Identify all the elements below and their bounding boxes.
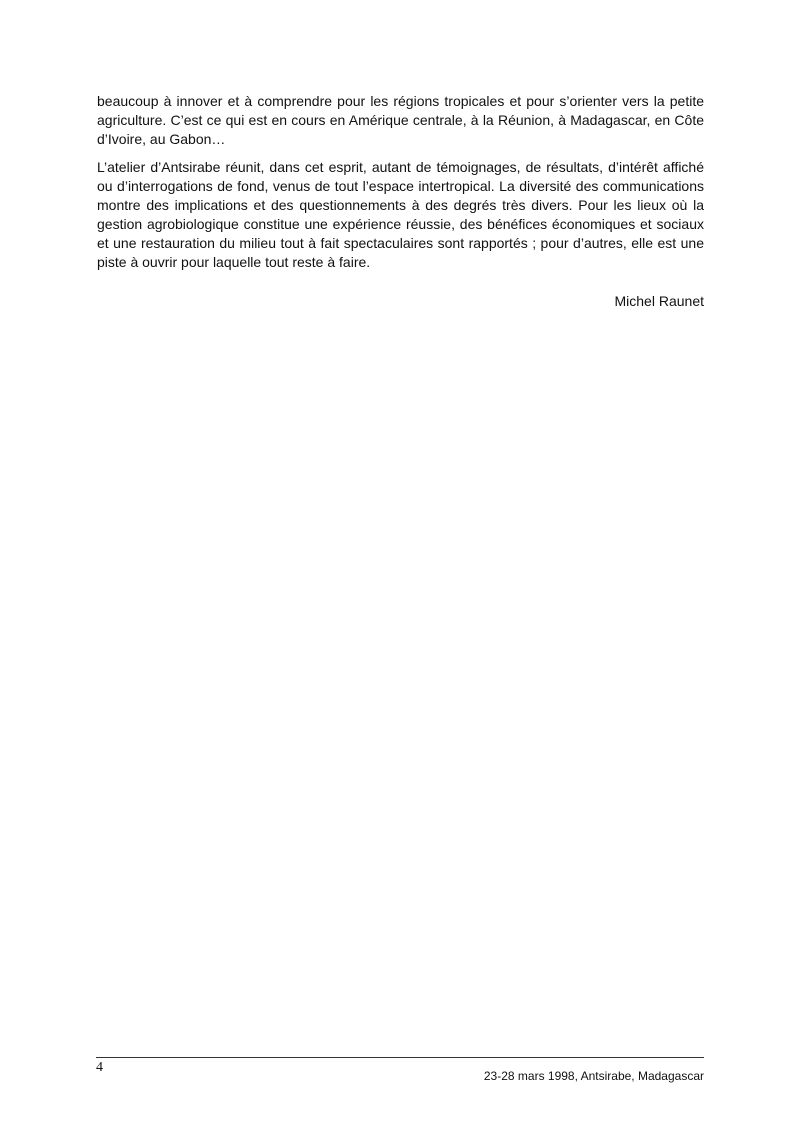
paragraph-2: L’atelier d’Antsirabe réunit, dans cet esprit, autant de témoignages, de résultats, d’intérêt affiché ou d’interrogations de fond, venus de tout l’espace intertropical. La diversité des communications montre des implications et des questionnements à des degrés très divers. Pour les lieux où la gestion agrobiologique constitue une expérience réussie, des bénéfices économiques et sociaux et une restauration du milieu tout à fait spectaculaires sont rapportés ; pour d’autres, elle est une piste à ouvrir pour laquelle tout reste à faire.	[97, 159, 704, 270]
body-text	[97, 92, 704, 281]
paragraph-1: beaucoup à innover et à comprendre pour les régions tropicales et pour s’orienter vers la petite agriculture. C’est ce qui est en cours en Amérique centrale, à la Réunion, à Madagascar, en Côte d’Ivoire, au Gabon…	[97, 93, 704, 147]
footer-divider	[96, 1057, 704, 1058]
author-signature: Michel Raunet	[614, 293, 704, 309]
footer-event-info: 23-28 mars 1998, Antsirabe, Madagascar	[483, 1069, 704, 1083]
page-number: 4	[96, 1060, 103, 1075]
